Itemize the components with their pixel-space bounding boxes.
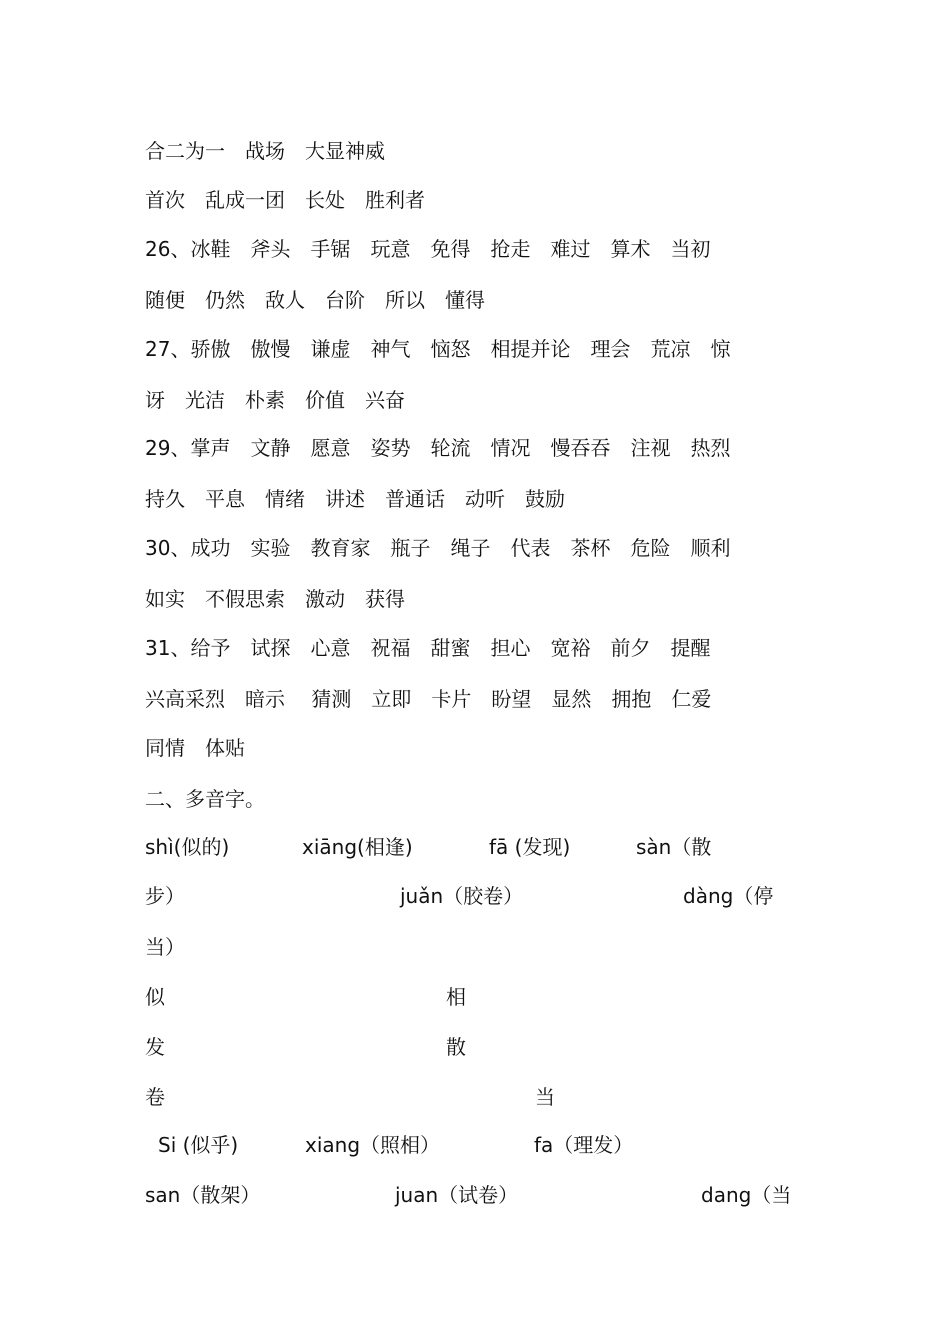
polyphone-char: 相 [446, 985, 466, 1009]
polyphone-entry: juǎn（胶卷） [400, 884, 524, 908]
polyphone-entry: juan（试卷） [395, 1183, 519, 1207]
line-text: 29、掌声 文静 愿意 姿势 轮流 情况 慢吞吞 注视 热烈 [145, 436, 731, 460]
line-text: 首次 乱成一团 长处 胜利者 [145, 188, 425, 212]
polyphone-entry: 当） [145, 935, 185, 959]
polyphone-entry: xiāng(相逢) [302, 835, 413, 859]
line-text: 随便 仍然 敌人 台阶 所以 懂得 [145, 288, 485, 312]
line-text: 合二为一 战场 大显神威 [145, 139, 385, 163]
polyphone-entry: dàng（停 [683, 884, 774, 908]
polyphone-char: 卷 [145, 1085, 165, 1109]
line-text: 讶 光洁 朴素 价值 兴奋 [145, 388, 405, 412]
polyphone-entry: xiang（照相） [305, 1133, 441, 1157]
polyphone-entry: shì(似的) [145, 835, 230, 859]
section-heading: 二、多音字。 [145, 787, 265, 811]
polyphone-entry: dang（当 [701, 1183, 792, 1207]
line-text: 如实 不假思索 激动 获得 [145, 587, 405, 611]
polyphone-char: 当 [535, 1085, 555, 1109]
line-text: 31、给予 试探 心意 祝福 甜蜜 担心 宽裕 前夕 提醒 [145, 636, 711, 660]
line-text: 26、冰鞋 斧头 手锯 玩意 免得 抢走 难过 算术 当初 [145, 237, 711, 261]
polyphone-entry: Si (似乎) [158, 1133, 239, 1157]
polyphone-char: 发 [145, 1035, 165, 1059]
line-text: 27、骄傲 傲慢 谦虚 神气 恼怒 相提并论 理会 荒凉 惊 [145, 337, 731, 361]
polyphone-entry: san（散架） [145, 1183, 261, 1207]
polyphone-entry: 步） [145, 884, 185, 908]
polyphone-entry: fa（理发） [534, 1133, 634, 1157]
polyphone-entry: sàn（散 [636, 835, 712, 859]
line-text: 兴高采烈 暗示 猜测 立即 卡片 盼望 显然 拥抱 仁爱 [145, 687, 712, 711]
line-text: 同情 体贴 [145, 736, 245, 760]
polyphone-char: 散 [446, 1035, 466, 1059]
line-text: 持久 平息 情绪 讲述 普通话 动听 鼓励 [145, 487, 565, 511]
line-text: 30、成功 实验 教育家 瓶子 绳子 代表 茶杯 危险 顺利 [145, 536, 731, 560]
polyphone-entry: fā (发现) [489, 835, 571, 859]
polyphone-char: 似 [145, 985, 165, 1009]
